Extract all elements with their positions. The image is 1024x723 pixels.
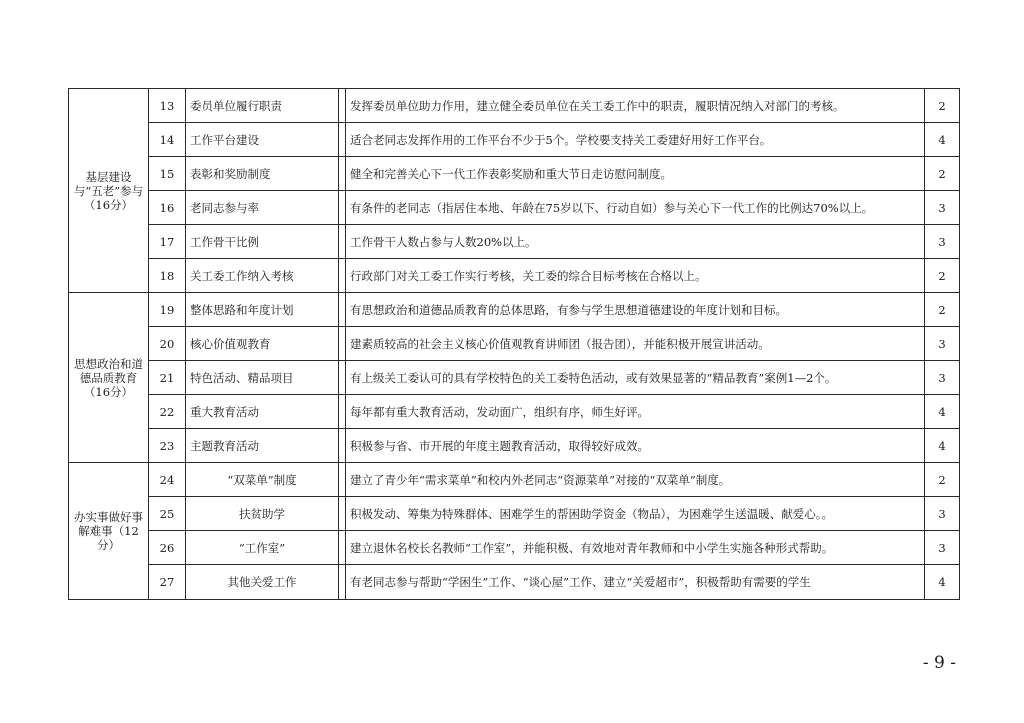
item-description: 行政部门对关工委工作实行考核，关工委的综合目标考核在合格以上。 <box>346 259 925 293</box>
gap-cell <box>339 531 346 565</box>
item-description: 发挥委员单位助力作用，建立健全委员单位在关工委工作中的职责，履职情况纳入对部门的考核。 <box>346 89 925 123</box>
evaluation-table <box>68 88 960 600</box>
table-row <box>69 191 960 225</box>
table-row <box>69 565 960 600</box>
table-row <box>69 395 960 429</box>
gap-cell <box>339 157 346 191</box>
item-description: 适合老同志发挥作用的工作平台不少于5个。学校要支持关工委建好用好工作平台。 <box>346 123 925 157</box>
item-description: 有上级关工委认可的具有学校特色的关工委特色活动，或有效果显著的“精品教育”案例1—2个。 <box>346 361 925 395</box>
item-points: 2 <box>925 157 960 191</box>
row-number: 19 <box>149 293 186 327</box>
row-number: 17 <box>149 225 186 259</box>
gap-cell <box>339 225 346 259</box>
gap-cell <box>339 395 346 429</box>
item-description: 建立退休名校长名教师“工作室”，并能积极、有效地对青年教师和中小学生实施各种形式帮助。 <box>346 531 925 565</box>
item-description: 有老同志参与帮助“学困生”工作、“谈心屋”工作、建立“关爱超市”，积极帮助有需要的学生 <box>346 565 925 600</box>
item-points: 3 <box>925 497 960 531</box>
gap-cell <box>339 293 346 327</box>
item-points: 3 <box>925 225 960 259</box>
category-cell: 基层建设与“五老”参与（16分） <box>69 89 149 293</box>
item-name: 整体思路和年度计划 <box>186 293 339 327</box>
item-name: 委员单位履行职责 <box>186 89 339 123</box>
item-points: 3 <box>925 361 960 395</box>
item-description: 每年都有重大教育活动，发动面广，组织有序，师生好评。 <box>346 395 925 429</box>
page-number: - 9 - <box>922 653 956 673</box>
item-points: 3 <box>925 191 960 225</box>
table-row <box>69 259 960 293</box>
item-description: 积极发动、筹集为特殊群体、困难学生的帮困助学资金（物品），为困难学生送温暖、献爱心。。 <box>346 497 925 531</box>
gap-cell <box>339 361 346 395</box>
table-row <box>69 497 960 531</box>
item-points: 2 <box>925 259 960 293</box>
item-description: 建素质较高的社会主义核心价值观教育讲师团（报告团），并能积极开展宣讲活动。 <box>346 327 925 361</box>
table-row <box>69 157 960 191</box>
item-points: 2 <box>925 463 960 497</box>
row-number: 21 <box>149 361 186 395</box>
item-name: 关工委工作纳入考核 <box>186 259 339 293</box>
item-points: 4 <box>925 123 960 157</box>
gap-cell <box>339 327 346 361</box>
table-row <box>69 89 960 123</box>
item-points: 4 <box>925 565 960 600</box>
gap-cell <box>339 497 346 531</box>
item-name: 主题教育活动 <box>186 429 339 463</box>
gap-cell <box>339 191 346 225</box>
item-name: “双菜单”制度 <box>186 463 339 497</box>
item-description: 建立了青少年“需求菜单”和校内外老同志“资源菜单”对接的“双菜单”制度。 <box>346 463 925 497</box>
table-row <box>69 531 960 565</box>
category-cell: 办实事做好事解难事（12分） <box>69 463 149 600</box>
item-name: 工作骨干比例 <box>186 225 339 259</box>
item-points: 4 <box>925 395 960 429</box>
row-number: 26 <box>149 531 186 565</box>
gap-cell <box>339 463 346 497</box>
table-row <box>69 293 960 327</box>
item-name: 扶贫助学 <box>186 497 339 531</box>
item-points: 3 <box>925 531 960 565</box>
item-name: 其他关爱工作 <box>186 565 339 600</box>
gap-cell <box>339 123 346 157</box>
item-name: 重大教育活动 <box>186 395 339 429</box>
table-row <box>69 463 960 497</box>
category-cell: 思想政治和道德品质教育（16分） <box>69 293 149 463</box>
row-number: 13 <box>149 89 186 123</box>
item-name: “工作室” <box>186 531 339 565</box>
row-number: 16 <box>149 191 186 225</box>
table-row <box>69 429 960 463</box>
row-number: 23 <box>149 429 186 463</box>
item-description: 有条件的老同志（指居住本地、年龄在75岁以下、行动自如）参与关心下一代工作的比例达70%以上。 <box>346 191 925 225</box>
item-description: 积极参与省、市开展的年度主题教育活动，取得较好成效。 <box>346 429 925 463</box>
table-row <box>69 361 960 395</box>
gap-cell <box>339 259 346 293</box>
row-number: 20 <box>149 327 186 361</box>
item-name: 工作平台建设 <box>186 123 339 157</box>
item-name: 表彰和奖励制度 <box>186 157 339 191</box>
item-description: 有思想政治和道德品质教育的总体思路，有参与学生思想道德建设的年度计划和目标。 <box>346 293 925 327</box>
table-row <box>69 123 960 157</box>
item-points: 4 <box>925 429 960 463</box>
row-number: 22 <box>149 395 186 429</box>
gap-cell <box>339 565 346 600</box>
row-number: 15 <box>149 157 186 191</box>
item-name: 核心价值观教育 <box>186 327 339 361</box>
row-number: 27 <box>149 565 186 600</box>
item-name: 老同志参与率 <box>186 191 339 225</box>
item-name: 特色活动、精品项目 <box>186 361 339 395</box>
item-description: 健全和完善关心下一代工作表彰奖励和重大节日走访慰问制度。 <box>346 157 925 191</box>
item-points: 2 <box>925 293 960 327</box>
item-description: 工作骨干人数占参与人数20%以上。 <box>346 225 925 259</box>
item-points: 3 <box>925 327 960 361</box>
gap-cell <box>339 89 346 123</box>
row-number: 18 <box>149 259 186 293</box>
gap-cell <box>339 429 346 463</box>
item-points: 2 <box>925 89 960 123</box>
row-number: 25 <box>149 497 186 531</box>
table-row <box>69 225 960 259</box>
row-number: 24 <box>149 463 186 497</box>
table-row <box>69 327 960 361</box>
row-number: 14 <box>149 123 186 157</box>
